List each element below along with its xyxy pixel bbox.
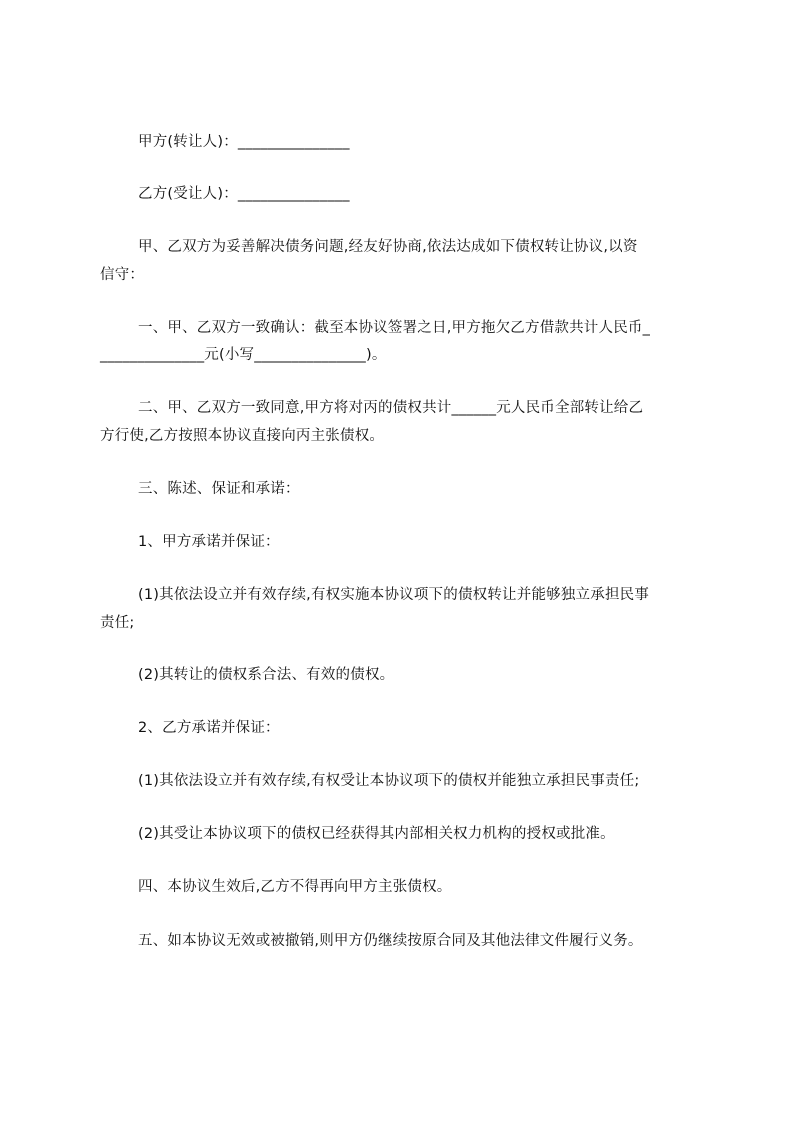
clause-3-heading: 三、陈述、保证和承诺： xyxy=(138,481,300,497)
subclause-2-item-2: (2)其受让本协议项下的债权已经获得其内部相关权力机构的授权或批准。 xyxy=(138,826,615,842)
clause-5: 五、如本协议无效或被撤销,则甲方仍继续按原合同及其他法律文件履行义务。 xyxy=(138,933,643,949)
subclause-2-item-1: (1)其依法设立并有效存续,有权受让本协议项下的债权并能独立承担民事责任; xyxy=(138,773,640,789)
intro-paragraph-line-2: 信守： xyxy=(100,267,145,283)
subclause-1-item-1-line-1: (1)其依法设立并有效存续,有权实施本协议项下的债权转让并能够独立承担民事 xyxy=(138,587,650,603)
party-a-line: 甲方(转让人)：_______________ xyxy=(138,134,350,150)
subclause-1-heading: 1、甲方承诺并保证： xyxy=(138,534,280,550)
party-b-line: 乙方(受让人)：_______________ xyxy=(138,186,350,202)
clause-2-line-2: 方行使,乙方按照本协议直接向丙主张债权。 xyxy=(100,428,385,444)
intro-paragraph-line-1: 甲、乙双方为妥善解决债务问题,经友好协商,依法达成如下债权转让协议,以资 xyxy=(138,239,638,255)
clause-4: 四、本协议生效后,乙方不得再向甲方主张债权。 xyxy=(138,879,452,895)
subclause-1-item-1-line-2: 责任; xyxy=(100,615,135,631)
clause-2-line-1: 二、甲、乙双方一致同意,甲方将对丙的债权共计______元人民币全部转让给乙 xyxy=(138,400,644,416)
clause-1-line-1: 一、甲、乙双方一致确认：截至本协议签署之日,甲方拖欠乙方借款共计人民币_ xyxy=(138,320,651,336)
clause-1-line-2: ______________元(小写_______________)。 xyxy=(100,347,387,363)
subclause-2-heading: 2、乙方承诺并保证： xyxy=(138,720,280,736)
subclause-1-item-2: (2)其转让的债权系合法、有效的债权。 xyxy=(138,667,395,683)
